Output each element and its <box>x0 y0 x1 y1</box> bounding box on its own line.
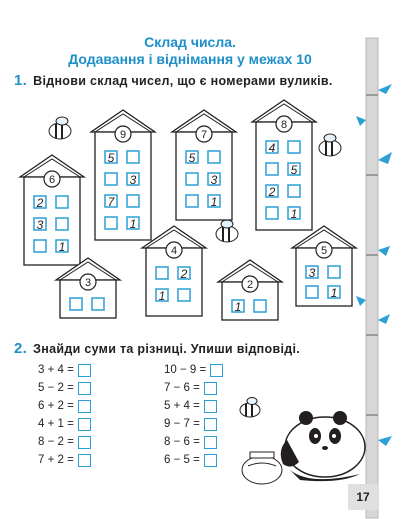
answer-box[interactable] <box>208 151 220 163</box>
filled-digit: 1 <box>330 286 338 300</box>
exercise-expression: 3 + 4 = <box>38 364 74 376</box>
answer-box[interactable] <box>34 240 46 252</box>
answer-box[interactable] <box>78 436 91 449</box>
exercise-expression: 6 − 5 = <box>164 454 200 466</box>
filled-digit: 5 <box>188 151 196 165</box>
answer-box[interactable] <box>204 454 217 467</box>
filled-digit: 2 <box>36 196 44 210</box>
answer-box[interactable] <box>127 151 139 163</box>
exercise-row <box>38 362 91 378</box>
title-line-1: Склад числа. <box>144 34 236 50</box>
filled-digit: 1 <box>234 300 242 314</box>
filled-digit: 1 <box>129 217 137 231</box>
house-number: 9 <box>119 129 127 141</box>
filled-digit: 1 <box>58 240 66 254</box>
beehive-house <box>218 260 282 320</box>
answer-box[interactable] <box>266 207 278 219</box>
house-number: 6 <box>48 174 56 186</box>
beehive-house <box>56 258 120 318</box>
answer-box[interactable] <box>78 418 91 431</box>
answer-box[interactable] <box>204 382 217 395</box>
answer-box[interactable] <box>204 436 217 449</box>
answer-box[interactable] <box>186 173 198 185</box>
exercise-row <box>164 452 217 468</box>
exercise-row <box>38 398 91 414</box>
exercise-row <box>38 416 91 432</box>
bee-icon <box>216 220 238 242</box>
answer-box[interactable] <box>105 217 117 229</box>
house-number: 7 <box>200 129 208 141</box>
filled-digit: 3 <box>36 218 44 232</box>
beehive-house <box>172 110 236 220</box>
answer-box[interactable] <box>127 195 139 207</box>
bee-icon <box>240 398 260 418</box>
answer-box[interactable] <box>56 218 68 230</box>
exercise-expression: 5 + 4 = <box>164 400 200 412</box>
exercise-expression: 8 − 6 = <box>164 436 200 448</box>
bee-icon <box>49 117 71 139</box>
answer-box[interactable] <box>266 163 278 175</box>
answer-box[interactable] <box>288 141 300 153</box>
answer-box[interactable] <box>105 173 117 185</box>
answer-box[interactable] <box>254 300 266 312</box>
beehive-house <box>20 155 84 265</box>
house-number: 4 <box>170 245 178 257</box>
exercise-expression: 7 − 6 = <box>164 382 200 394</box>
answer-box[interactable] <box>288 185 300 197</box>
task-2-number: 2. <box>14 340 28 357</box>
task-1-number: 1. <box>14 72 28 89</box>
exercise-expression: 6 + 2 = <box>38 400 74 412</box>
task-1-text: Віднови склад чисел, що є номерами вуликів. <box>33 74 333 88</box>
filled-digit: 4 <box>268 141 276 155</box>
house-number: 3 <box>84 277 92 289</box>
exercise-row <box>164 380 217 396</box>
answer-box[interactable] <box>306 286 318 298</box>
answer-box[interactable] <box>210 364 223 377</box>
answer-box[interactable] <box>78 400 91 413</box>
answer-box[interactable] <box>70 298 82 310</box>
answer-box[interactable] <box>78 364 91 377</box>
exercise-row <box>164 362 223 378</box>
filled-digit: 5 <box>107 151 115 165</box>
bee-icon <box>319 134 341 156</box>
filled-digit: 3 <box>210 173 218 187</box>
answer-box[interactable] <box>186 195 198 207</box>
task-2-text: Знайди суми та різниці. Упиши відповіді. <box>33 342 301 356</box>
answer-box[interactable] <box>328 266 340 278</box>
answer-box[interactable] <box>178 289 190 301</box>
exercise-row <box>38 452 91 468</box>
answer-box[interactable] <box>204 418 217 431</box>
exercise-row <box>38 380 91 396</box>
filled-digit: 3 <box>129 173 137 187</box>
exercise-expression: 9 − 7 = <box>164 418 200 430</box>
filled-digit: 1 <box>158 289 166 303</box>
answer-box[interactable] <box>92 298 104 310</box>
beehive-house <box>91 110 155 240</box>
filled-digit: 2 <box>268 185 276 199</box>
beehive-house <box>252 100 316 230</box>
answer-box[interactable] <box>78 382 91 395</box>
exercise-expression: 7 + 2 = <box>38 454 74 466</box>
exercise-row <box>164 416 217 432</box>
panda-illustration <box>242 411 365 484</box>
house-number: 5 <box>320 245 328 257</box>
exercise-expression: 10 − 9 = <box>164 364 207 376</box>
title-line-2: Додавання і віднімання у межах 10 <box>68 51 312 67</box>
filled-digit: 3 <box>308 266 316 280</box>
filled-digit: 5 <box>290 163 298 177</box>
exercise-row <box>164 434 217 450</box>
exercise-expression: 5 − 2 = <box>38 382 74 394</box>
filled-digit: 7 <box>107 195 115 209</box>
page-number: 17 <box>356 490 370 504</box>
filled-digit: 1 <box>210 195 218 209</box>
exercise-expression: 4 + 1 = <box>38 418 74 430</box>
answer-box[interactable] <box>78 454 91 467</box>
filled-digit: 2 <box>180 267 188 281</box>
exercise-row <box>164 398 217 414</box>
exercise-row <box>38 434 91 450</box>
exercise-expression: 8 − 2 = <box>38 436 74 448</box>
answer-box[interactable] <box>156 267 168 279</box>
task-2 <box>14 340 300 357</box>
house-number: 2 <box>246 279 254 291</box>
house-number: 8 <box>280 119 288 131</box>
beehive-house <box>292 226 356 306</box>
filled-digit: 1 <box>290 207 298 221</box>
answer-box[interactable] <box>204 400 217 413</box>
answer-box[interactable] <box>56 196 68 208</box>
